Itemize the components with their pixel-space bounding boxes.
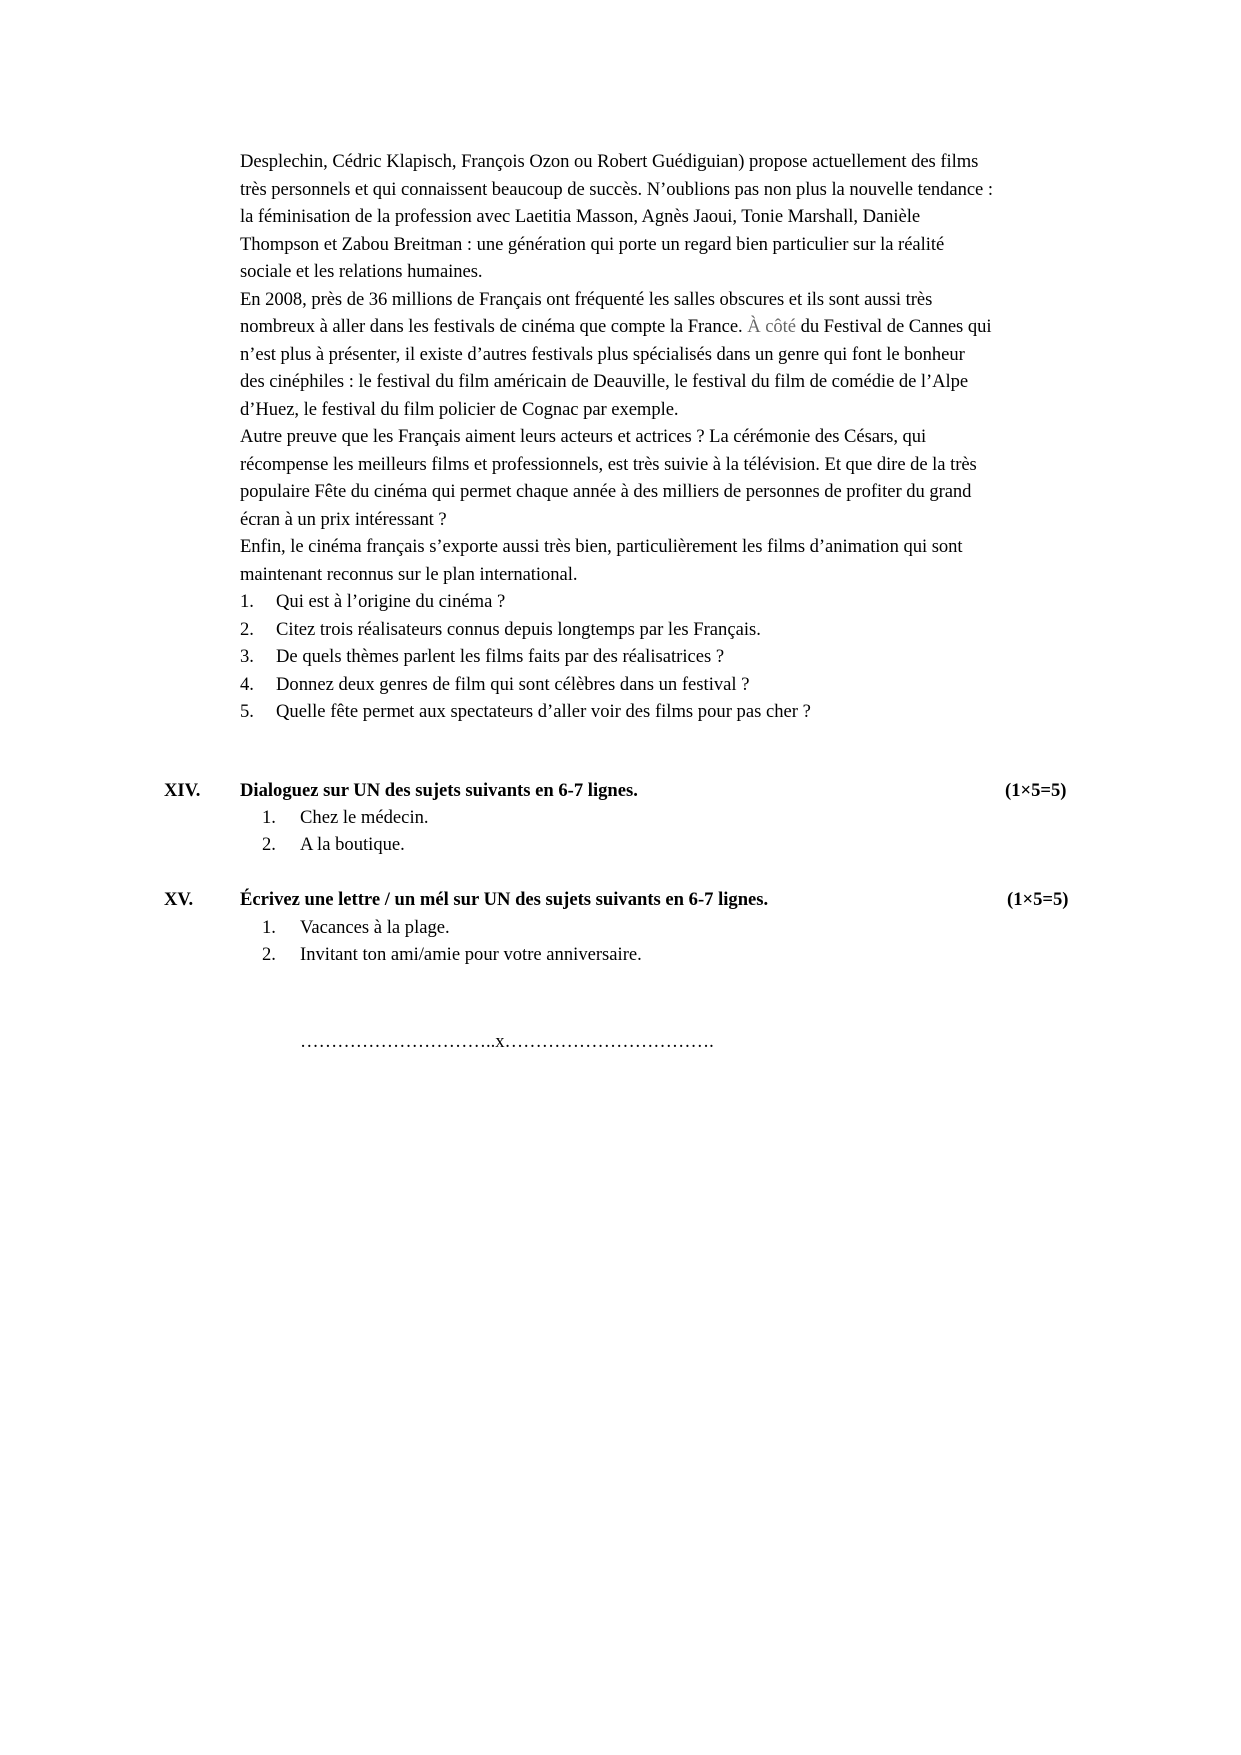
section-title: Dialoguez sur UN des sujets suivants en 6-7 lignes. (240, 780, 638, 801)
question-number: 2. (240, 618, 254, 640)
text-line: maintenant reconnus sur le plan international. (240, 563, 578, 585)
text-line: populaire Fête du cinéma qui permet chaque année à des milliers de personnes de profiter du grand (240, 481, 972, 502)
section-number: XV. (164, 889, 194, 910)
question-number: 5. (240, 701, 254, 722)
text-line (240, 313, 1100, 341)
topic-number: 1. (262, 917, 276, 938)
question-item (240, 588, 811, 616)
topic-item (262, 804, 429, 831)
text-segment: du Festival de Cannes qui (795, 316, 992, 337)
text-line: des cinéphiles : le festival du film américain de Deauville, le festival du film de comédie de l’Alpe (240, 371, 969, 392)
text-line: Desplechin, Cédric Klapisch, François Ozon ou Robert Guédiguian) propose actuellement des films (240, 151, 979, 172)
text-line: En 2008, près de 36 millions de Français ont fréquenté les salles obscures et ils sont aussi très (240, 288, 933, 310)
passage-paragraph-1 (240, 148, 1100, 286)
text-line: d’Huez, le festival du film policier de Cognac par exemple. (240, 398, 679, 420)
text-line: n’est plus à présenter, il existe d’autres festivals plus spécialisés dans un genre qui font le bonheur (240, 343, 965, 365)
text-line: écran à un prix intéressant ? (240, 508, 447, 530)
section-title: Écrivez une lettre / un mél sur UN des sujets suivants en 6-7 lignes. (240, 889, 769, 910)
question-item (240, 616, 811, 644)
text-line: Autre preuve que les Français aiment leurs acteurs et actrices ? La cérémonie des Césars, qui (240, 426, 927, 447)
question-text: Qui est à l’origine du cinéma ? (276, 591, 506, 612)
passage-paragraph-2 (240, 286, 1100, 424)
text-line: Thompson et Zabou Breitman : une génération qui porte un regard bien particulier sur la réalité (240, 233, 945, 255)
question-item (240, 671, 811, 699)
topic-item (262, 831, 405, 858)
passage-paragraph-3 (240, 423, 1100, 533)
question-text: Donnez deux genres de film qui sont célèbres dans un festival ? (276, 673, 750, 695)
topic-text: A la boutique. (300, 834, 405, 855)
text-line: Enfin, le cinéma français s’exporte aussi très bien, particulièrement les films d’animation qui sont (240, 536, 963, 557)
question-text: Citez trois réalisateurs connus depuis longtemps par les Français. (276, 618, 761, 640)
question-number: 4. (240, 673, 254, 695)
question-list (240, 588, 811, 726)
question-text: De quels thèmes parlent les films faits par des réalisatrices ? (276, 646, 725, 667)
topic-item (262, 941, 642, 968)
topic-text: Vacances à la plage. (300, 917, 450, 938)
question-item (240, 698, 811, 726)
end-of-paper-marker: …………………………..x……………………………. (300, 1031, 714, 1052)
question-text: Quelle fête permet aux spectateurs d’aller voir des films pour pas cher ? (276, 701, 811, 722)
section-number: XIV. (164, 780, 201, 801)
text-segment: nombreux à aller dans les festivals de cinéma que compte la France. (240, 316, 748, 337)
passage-paragraph-4 (240, 533, 1100, 588)
topic-item (262, 914, 450, 941)
text-line: sociale et les relations humaines. (240, 261, 483, 282)
topic-text: Chez le médecin. (300, 807, 429, 828)
topic-text: Invitant ton ami/amie pour votre anniversaire. (300, 944, 642, 965)
question-item (240, 643, 811, 671)
highlighted-text: À côté (747, 316, 796, 337)
topic-number: 1. (262, 807, 276, 828)
question-number: 1. (240, 591, 254, 612)
section-marks: (1×5=5) (1005, 780, 1067, 801)
topic-number: 2. (262, 944, 276, 965)
topic-number: 2. (262, 834, 276, 855)
text-line: très personnels et qui connaissent beaucoup de succès. N’oublions pas non plus la nouvelle tendance : (240, 178, 993, 200)
text-line: récompense les meilleurs films et professionnels, est très suivie à la télévision. Et que dire de la très (240, 453, 977, 475)
text-line: la féminisation de la profession avec Laetitia Masson, Agnès Jaoui, Tonie Marshall, Danièle (240, 206, 921, 227)
question-number: 3. (240, 646, 254, 667)
section-marks: (1×5=5) (1007, 889, 1069, 910)
